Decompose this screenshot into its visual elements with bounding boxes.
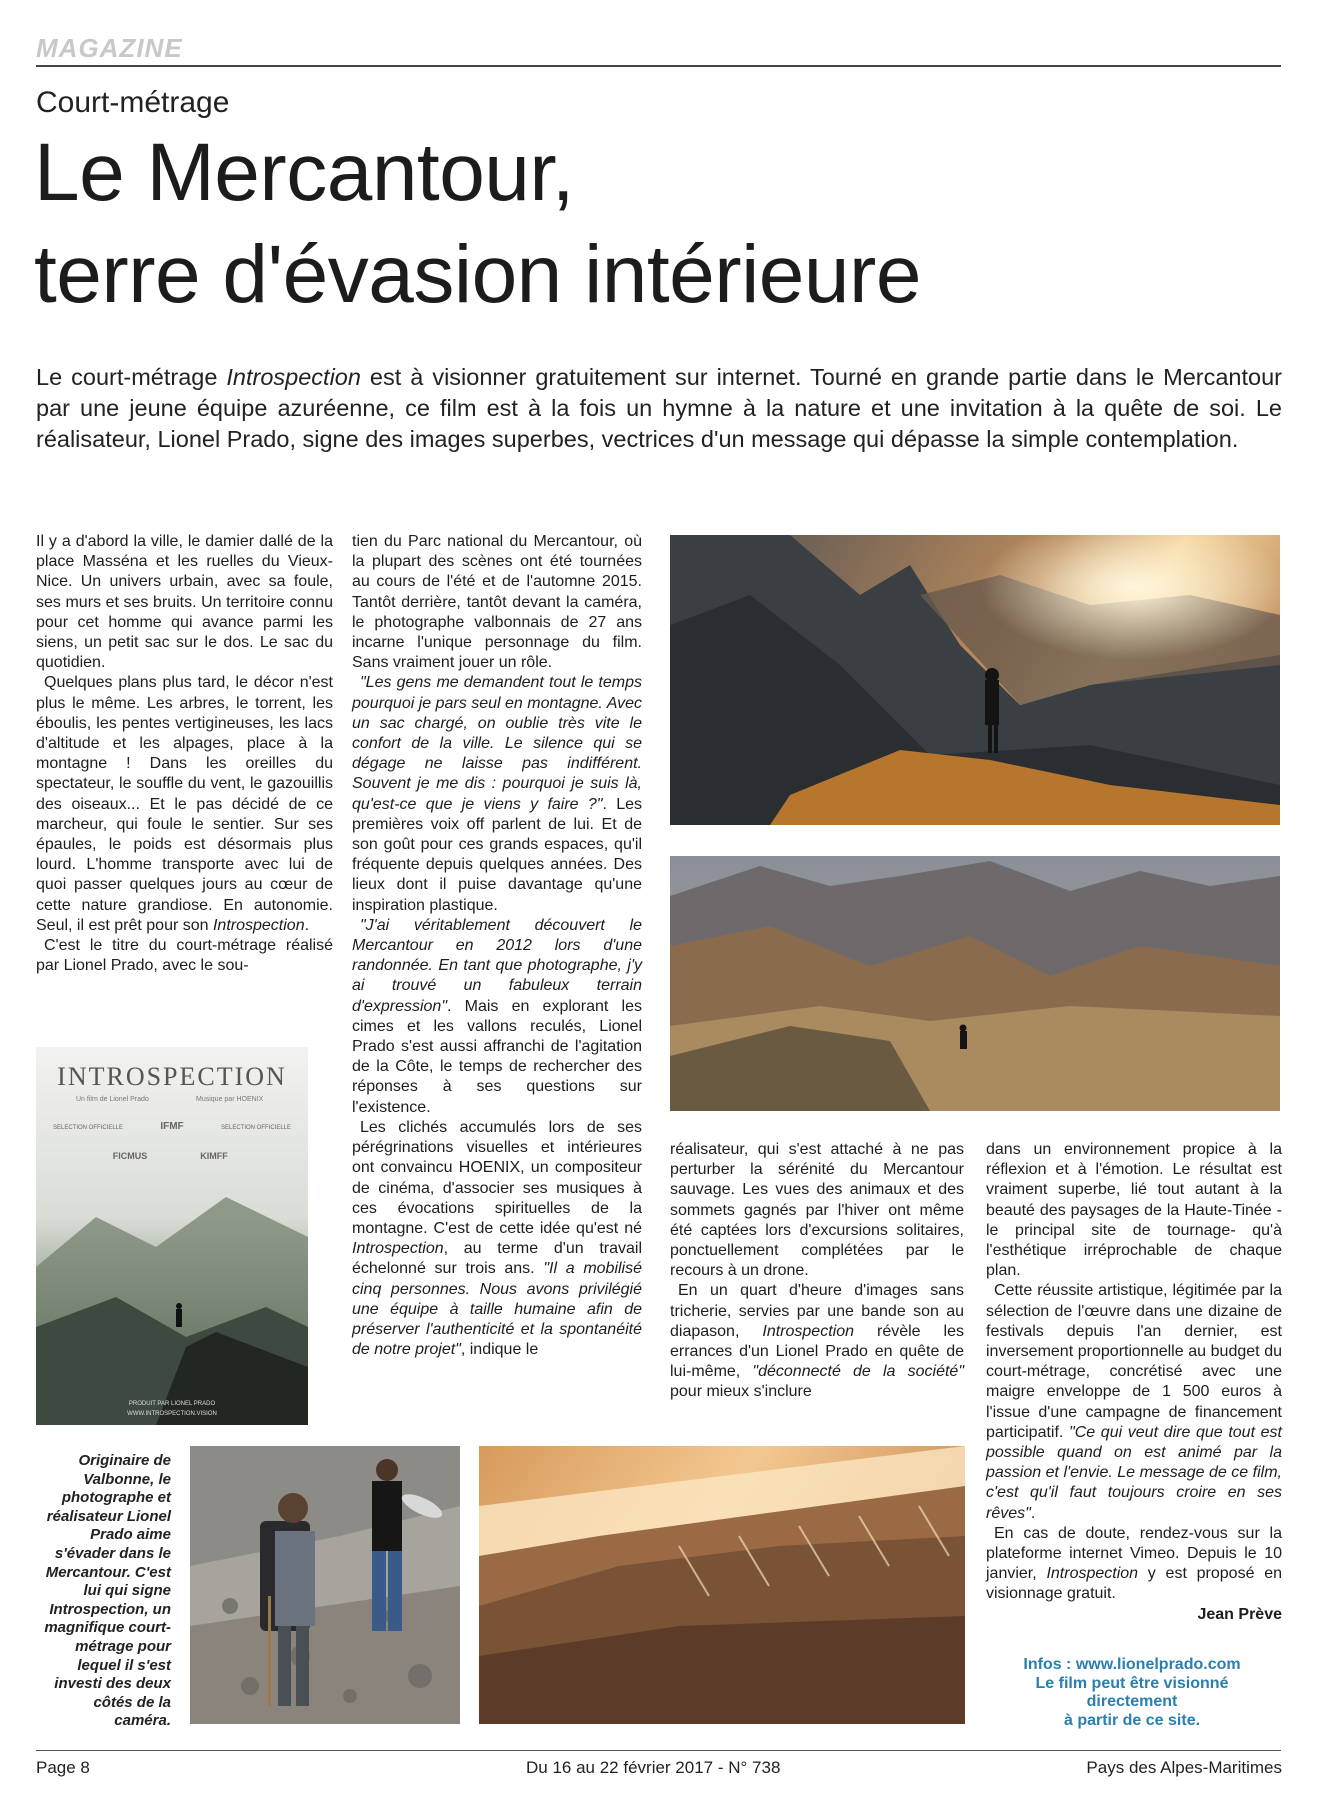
paragraph: C'est le titre du court-métrage réalisé par Lionel Prado, avec le sou- <box>36 937 333 975</box>
photo-snowy-slope <box>479 1446 965 1724</box>
info-website[interactable]: Infos : www.lionelprado.com <box>1023 1656 1241 1673</box>
paragraph: Il y a d'abord la ville, le damier dallé de la place Masséna et les ruelles du Vieux-Nice. Un univers urbain, avec sa foule, ses murs et ses bruits. Un territoire connu pour cet homme qui avance parmi les siens, un petit sac sur le dos. Le sac du quotidien. <box>36 533 333 672</box>
signature: Jean Prève <box>1197 1605 1282 1623</box>
article-column-4 <box>986 1140 1282 1625</box>
laurel-5: KIMFF <box>200 1151 228 1161</box>
paragraph: dans un environnement propice à la réflexion et à l'émotion. Le résultat est vraiment superbe, lié tout autant à la beauté des paysages de la Haute-Tinée -le principal site de tournage- qu'à l'esthétique irréprochable de chaque plan. <box>986 1141 1282 1280</box>
photo-caption: Originaire de Valbonne, le photographe et réalisateur Lionel Prado aime s'évader dans le Mercantour. C'est lui qui signe Introspection, un magnifique court-métrage pour lequel il s'est investi des deux côtés de la caméra. <box>44 1452 171 1730</box>
info-line: Le film peut être visionné <box>1035 1674 1229 1692</box>
laurel-3: SELECTION OFFICIELLE <box>220 1125 292 1131</box>
publication-name: Pays des Alpes-Maritimes <box>1086 1758 1282 1777</box>
poster-title: INTROSPECTION <box>57 1062 287 1091</box>
kicker: Court-métrage <box>36 86 230 119</box>
section-label: MAGAZINE <box>36 33 183 63</box>
laurel-4: FICMUS <box>112 1151 148 1161</box>
paragraph: Quelques plans plus tard, le décor n'est plus le même. Les arbres, le torrent, les éboulis, les pentes vertigineuses, les lacs d'altitude et les alpages, place à la montagne ! Dans les oreilles du spectateur, le souffle du vent, le gazouillis des oiseaux... Et le pas décidé de ce marcheur, qui foule le sentier. Sur ses épaules, le poids est désormais plus lourd. L'homme transporte avec lui de quoi passer quelques jours au cœur de cette nature grandiose. En autonomie. Seul, il est prêt pour son Introspection. <box>36 674 333 934</box>
photo-filmmaker-on-set <box>190 1446 460 1724</box>
poster-film-by: Un film de Lionel Prado <box>76 1096 149 1103</box>
poster-credits: PRODUIT PAR LIONEL PRADO <box>128 1401 216 1407</box>
paragraph: Les clichés accumulés lors de ses pérégrinations visuelles et intérieures ont convaincu HOENIX, un compositeur de cinéma, d'associer ses musiques à ces évocations spirituelles de la montagne. C'est de cette idée qu'est né Introspection, au terme d'un travail échelonné sur trois ans. "Il a mobilisé cinq personnes. Nous avons privilégié une équipe à taille humaine afin de préserver l'authenticité et la spontanéité de notre projet", indique le <box>352 1118 643 1359</box>
film-poster <box>36 1047 308 1425</box>
article-column-2 <box>352 532 642 1360</box>
paragraph: "Les gens me demandent tout le temps pourquoi je pars seul en montagne. Avec un sac chargé, on oublie très vite le confort de la ville. Le silence qui se dégage ne laisse pas indifférent. Souvent je me dis : pourquoi je suis là, qu'est-ce que je viens y faire ?". Les premières voix off parlent de lui. Et de son goût pour ces grands espaces, qu'il fréquente depuis quelques années. Des lieux dont il puise davantage qu'une inspiration plastique. <box>352 674 642 914</box>
issue-date: Du 16 au 22 février 2017 - N° 738 <box>526 1758 781 1777</box>
headline-line-1: Le Mercantour, <box>34 127 574 218</box>
info-box <box>982 1656 1282 1730</box>
poster-url: WWW.INTROSPECTION.VISION <box>127 1411 217 1417</box>
bottom-rule <box>36 1750 1281 1751</box>
headline <box>34 122 921 326</box>
photo-mountain-valley <box>670 856 1280 1111</box>
paragraph: réalisateur, qui s'est attaché à ne pas perturber la sérénité du Mercantour sauvage. Les vues des animaux et des sommets gagnés par l'hiver ont même été captées lors d'excursions solitaires, ponctuellement complétées par le recours à un drone. <box>670 1141 964 1280</box>
paragraph: En un quart d'heure d'images sans tricherie, servies par une bande son au diapason, Introspection révèle les errances d'un Lionel Prado en quête de lui-même, "déconnecté de la société" pour mieux s'inclure <box>670 1282 965 1401</box>
paragraph: En cas de doute, rendez-vous sur la plateforme internet Vimeo. Depuis le 10 janvier, Introspection y est proposé en visionnage gratuit. <box>986 1524 1283 1603</box>
article-column-1 <box>36 532 333 976</box>
laurel-2: IFMF <box>160 1121 184 1132</box>
headline-line-2: terre d'évasion intérieure <box>34 229 921 320</box>
lead-paragraph: Le court-métrage Introspection est à visionner gratuitement sur internet. Tourné en grande partie dans le Mercantour par une jeune équipe azuréenne, ce film est à la fois un hymne à la nature et une invitation à la quête de soi. Le réalisateur, Lionel Prado, signe des images superbes, vectrices d'un message qui dépasse la simple contemplation. <box>36 364 1282 452</box>
paragraph: "J'ai véritablement découvert le Mercantour en 2012 lors d'une randonnée. En tant que photographe, j'y ai trouvé un fabuleux terrain d'expression". Mais en explorant les cimes et les vallons reculés, Lionel Prado s'est aussi affranchi de l'agitation de la Côte, le temps de rechercher des réponses à ses questions sur l'existence. <box>352 916 642 1116</box>
paragraph: tien du Parc national du Mercantour, où la plupart des scènes ont été tournées au cours de l'été et de l'automne 2015. Tantôt derrière, tantôt devant la caméra, le photographe valbonnais de 27 ans incarne l'unique personnage du film. Sans vraiment jouer un rôle. <box>352 533 642 672</box>
article-column-3 <box>670 1140 964 1403</box>
top-rule <box>36 65 1281 67</box>
info-line: à partir de ce site. <box>1063 1711 1201 1729</box>
laurel-1: SELECTION OFFICIELLE <box>52 1125 124 1131</box>
poster-music-by: Musique par HOENIX <box>196 1096 264 1103</box>
page-number: Page 8 <box>36 1758 90 1777</box>
photo-sunset-ridge <box>670 535 1280 825</box>
paragraph: Cette réussite artistique, légitimée par la sélection de l'œuvre dans une dizaine de festivals depuis l'an dernier, est inversement proportionnelle au budget du court-métrage, concrétisé avec une maigre enveloppe de 1 500 euros à l'issue d'une campagne de financement participatif. "Ce qui veut dire que tout est possible quand on est animé par la passion et l'envie. Le message de ce film, c'est qu'il faut toujours croire en ses rêves". <box>986 1282 1282 1522</box>
info-line: directement <box>1086 1693 1178 1710</box>
